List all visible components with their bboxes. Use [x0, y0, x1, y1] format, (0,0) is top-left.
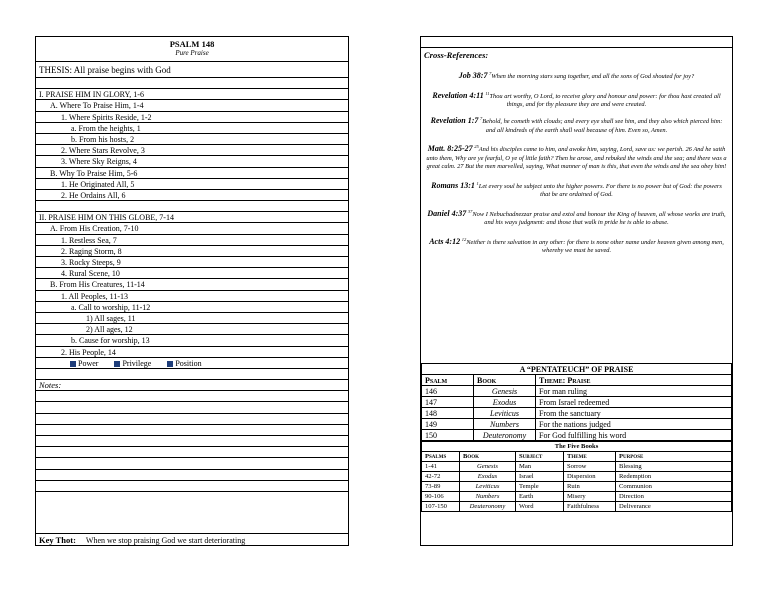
legend-privilege: Privilege: [122, 358, 152, 368]
note-line: [36, 414, 348, 425]
outline: [36, 89, 348, 358]
verse-ref: Daniel 4:37: [427, 208, 467, 218]
table1-title: A “PENTATEUCH” OF PRAISE: [422, 364, 732, 375]
table-row: [422, 397, 732, 408]
notes-label: Notes:: [36, 380, 348, 391]
table-cell: Ruin: [564, 482, 616, 492]
table-row: [422, 430, 732, 441]
legend-power: Power: [78, 358, 99, 368]
outline-item: B. Why To Praise Him, 5-6: [36, 168, 348, 179]
outline-item: B. From His Creatures, 11-14: [36, 279, 348, 290]
legend: [36, 358, 348, 369]
table-cell: Genesis: [460, 462, 516, 472]
table2-header: Purpose: [616, 452, 732, 462]
right-page: [420, 36, 733, 546]
outline-item: A. From His Creation, 7-10: [36, 223, 348, 234]
verse-text: Thou art worthy, O Lord, to receive glory and honour and power: for thou hast created all things, and for thy pleasure they are and were created.: [489, 92, 721, 109]
outline-item: a. From the heights, 1: [36, 123, 348, 134]
table-row: [422, 419, 732, 430]
note-line: [36, 470, 348, 481]
note-line: [36, 425, 348, 436]
verse-number: 25: [474, 144, 479, 150]
table-row: [422, 462, 732, 472]
table-cell: For the nations judged: [536, 419, 732, 430]
key-text: When we stop praising God we start deteriorating: [85, 536, 246, 545]
table-row: [422, 386, 732, 397]
verse-ref: Acts 4:12: [429, 236, 461, 246]
table-cell: Blessing: [616, 462, 732, 472]
table2-header: Theme: [564, 452, 616, 462]
verse-text: When the morning stars sang together, and all the sons of God shouted for joy?: [491, 73, 695, 81]
table-cell: Faithfulness: [564, 502, 616, 512]
outline-item: 1. Restless Sea, 7: [36, 235, 348, 246]
table-cell: For man ruling: [536, 386, 732, 397]
verse-number: 1: [476, 180, 479, 186]
table-cell: Genesis: [474, 386, 536, 397]
table-cell: Temple: [516, 482, 564, 492]
table-cell: 147: [422, 397, 474, 408]
legend-position: Position: [175, 358, 202, 368]
table-cell: Earth: [516, 492, 564, 502]
table-cell: From the sanctuary: [536, 408, 732, 419]
table-cell: Direction: [616, 492, 732, 502]
table-cell: For God fulfilling his word: [536, 430, 732, 441]
table-cell: Leviticus: [474, 408, 536, 419]
outline-item: 2) All ages, 12: [36, 324, 348, 335]
outline-item: 2. Where Stars Revolve, 3: [36, 145, 348, 156]
note-line: [36, 402, 348, 413]
note-line: [36, 481, 348, 492]
cross-reference-verse: [421, 236, 732, 256]
table-cell: Israel: [516, 472, 564, 482]
table-cell: 42-72: [422, 472, 460, 482]
table-cell: Word: [516, 502, 564, 512]
table-cell: Deuteronomy: [474, 430, 536, 441]
outline-item: a. Call to worship, 11-12: [36, 302, 348, 313]
table-cell: Sorrow: [564, 462, 616, 472]
outline-item: 2. His People, 14: [36, 347, 348, 358]
table-cell: Leviticus: [460, 482, 516, 492]
tables: [421, 363, 732, 512]
verse-number: 7: [480, 116, 483, 122]
verse-text: Now I Nebuchadnezzar praise and extol and honour the King of heaven, all whose works are truth, and his ways judgment: and those that walk in pride he is able to abase.: [472, 210, 726, 227]
table2-header: Psalms: [422, 452, 460, 462]
table-row: [422, 482, 732, 492]
table-row: [422, 408, 732, 419]
verse-number: 37: [467, 208, 473, 214]
verse-number: 11: [485, 90, 490, 96]
outline-item: I. PRAISE HIM IN GLORY, 1-6: [36, 89, 348, 100]
table-row: [422, 492, 732, 502]
legend-square-icon: [70, 361, 76, 367]
outline-item: 4. Rural Scene, 10: [36, 268, 348, 279]
outline-item: 2. He Ordains All, 6: [36, 190, 348, 201]
note-line: [36, 458, 348, 469]
verse-text: Behold, he cometh with clouds; and every eye shall see him, and they also which pierced him: and all kindreds of the earth shall wail because of him. Even so, Amen.: [482, 118, 723, 134]
five-books-table: [421, 441, 732, 512]
table2-header: Subject: [516, 452, 564, 462]
cross-reference-verse: [421, 208, 732, 228]
cross-reference-verse: [421, 143, 732, 171]
note-lines: [36, 391, 348, 492]
table1-header: Book: [474, 375, 536, 386]
outline-item: 1. He Originated All, 5: [36, 179, 348, 190]
spacer-row: [36, 78, 348, 89]
verse-ref: Revelation 4:11: [432, 90, 484, 100]
outline-item: 1. All Peoples, 11-13: [36, 291, 348, 302]
verse-ref: Romans 13:1: [431, 180, 475, 190]
table-cell: 149: [422, 419, 474, 430]
table1-header: Theme: Praise: [536, 375, 732, 386]
table-cell: 146: [422, 386, 474, 397]
table-row: [422, 472, 732, 482]
table-cell: Misery: [564, 492, 616, 502]
outline-item: 3. Where Sky Reigns, 4: [36, 156, 348, 167]
table-cell: Exodus: [460, 472, 516, 482]
verses: [421, 70, 732, 256]
table-cell: 148: [422, 408, 474, 419]
cross-reference-verse: [421, 70, 732, 82]
key-label: Key Thot:: [39, 535, 76, 545]
verse-ref: Revelation 1:7: [430, 116, 479, 126]
table-cell: Numbers: [460, 492, 516, 502]
note-line: [36, 436, 348, 447]
verse-text: And his disciples came to him, and awoke him, saying, Lord, save us: we perish. 26 And he saith unto them, Why are ye fearful, O ye of little faith? Then he arose, and rebuked the winds and the sea; and there was a great calm. 27 But the men marvelled, saying, What manner of man is this, that even the winds and the sea obey him!: [426, 146, 727, 171]
cross-reference-verse: [421, 115, 732, 135]
pentateuch-table: [421, 363, 732, 441]
left-page: [35, 36, 349, 546]
table-row: [422, 502, 732, 512]
note-line: [36, 391, 348, 402]
table-cell: Exodus: [474, 397, 536, 408]
outline-item: 1) All sages, 11: [36, 313, 348, 324]
verse-text: Neither is there salvation in any other: for there is none other name under heaven given among men, whereby we must be saved.: [466, 238, 724, 255]
psalm-title: PSALM 148: [169, 39, 215, 49]
outline-item: 3. Rocky Steeps, 9: [36, 257, 348, 268]
outline-item: b. From his hosts, 2: [36, 134, 348, 145]
table-cell: Deliverance: [616, 502, 732, 512]
table-cell: 90-106: [422, 492, 460, 502]
header-line: [421, 37, 732, 48]
outline-item: 2. Raging Storm, 8: [36, 246, 348, 257]
thesis: THESIS: All praise begins with God: [36, 62, 348, 78]
verse-ref: Matt. 8:25-27: [427, 144, 473, 154]
verse-text: Let every soul be subject unto the higher powers. For there is no power but of God: the powers that be are ordained of God.: [478, 182, 722, 199]
table1-header: Psalm: [422, 375, 474, 386]
cross-ref-label: Cross-References:: [424, 50, 489, 60]
outline-item: II. PRAISE HIM ON THIS GLOBE, 7-14: [36, 212, 348, 223]
table-cell: From Israel redeemed: [536, 397, 732, 408]
legend-square-icon: [167, 361, 173, 367]
table-cell: Communion: [616, 482, 732, 492]
verse-number: 7: [489, 71, 492, 76]
spacer-row: [36, 369, 348, 380]
spacer-row: [36, 201, 348, 212]
outline-item: 1. Where Spirits Reside, 1-2: [36, 112, 348, 123]
note-line: [36, 447, 348, 458]
table-cell: 150: [422, 430, 474, 441]
table-cell: Dispersion: [564, 472, 616, 482]
cross-reference-verse: [421, 90, 732, 110]
table-cell: Deuteronomy: [460, 502, 516, 512]
table-cell: Numbers: [474, 419, 536, 430]
table2-title: The Five Books: [422, 442, 732, 452]
title-block: [36, 37, 348, 62]
cross-reference-verse: [421, 180, 732, 200]
psalm-subtitle: Pure Praise: [175, 49, 209, 57]
table-cell: Redemption: [616, 472, 732, 482]
table-cell: 73-89: [422, 482, 460, 492]
table-cell: 1-41: [422, 462, 460, 472]
table2-header: Book: [460, 452, 516, 462]
key-thought: [36, 533, 348, 545]
verse-ref: Job 38:7: [458, 71, 488, 81]
table-cell: 107-150: [422, 502, 460, 512]
outline-item: A. Where To Praise Him, 1-4: [36, 100, 348, 111]
table-cell: Man: [516, 462, 564, 472]
legend-square-icon: [114, 361, 120, 367]
verse-number: 12: [461, 236, 467, 242]
outline-item: b. Cause for worship, 13: [36, 335, 348, 346]
